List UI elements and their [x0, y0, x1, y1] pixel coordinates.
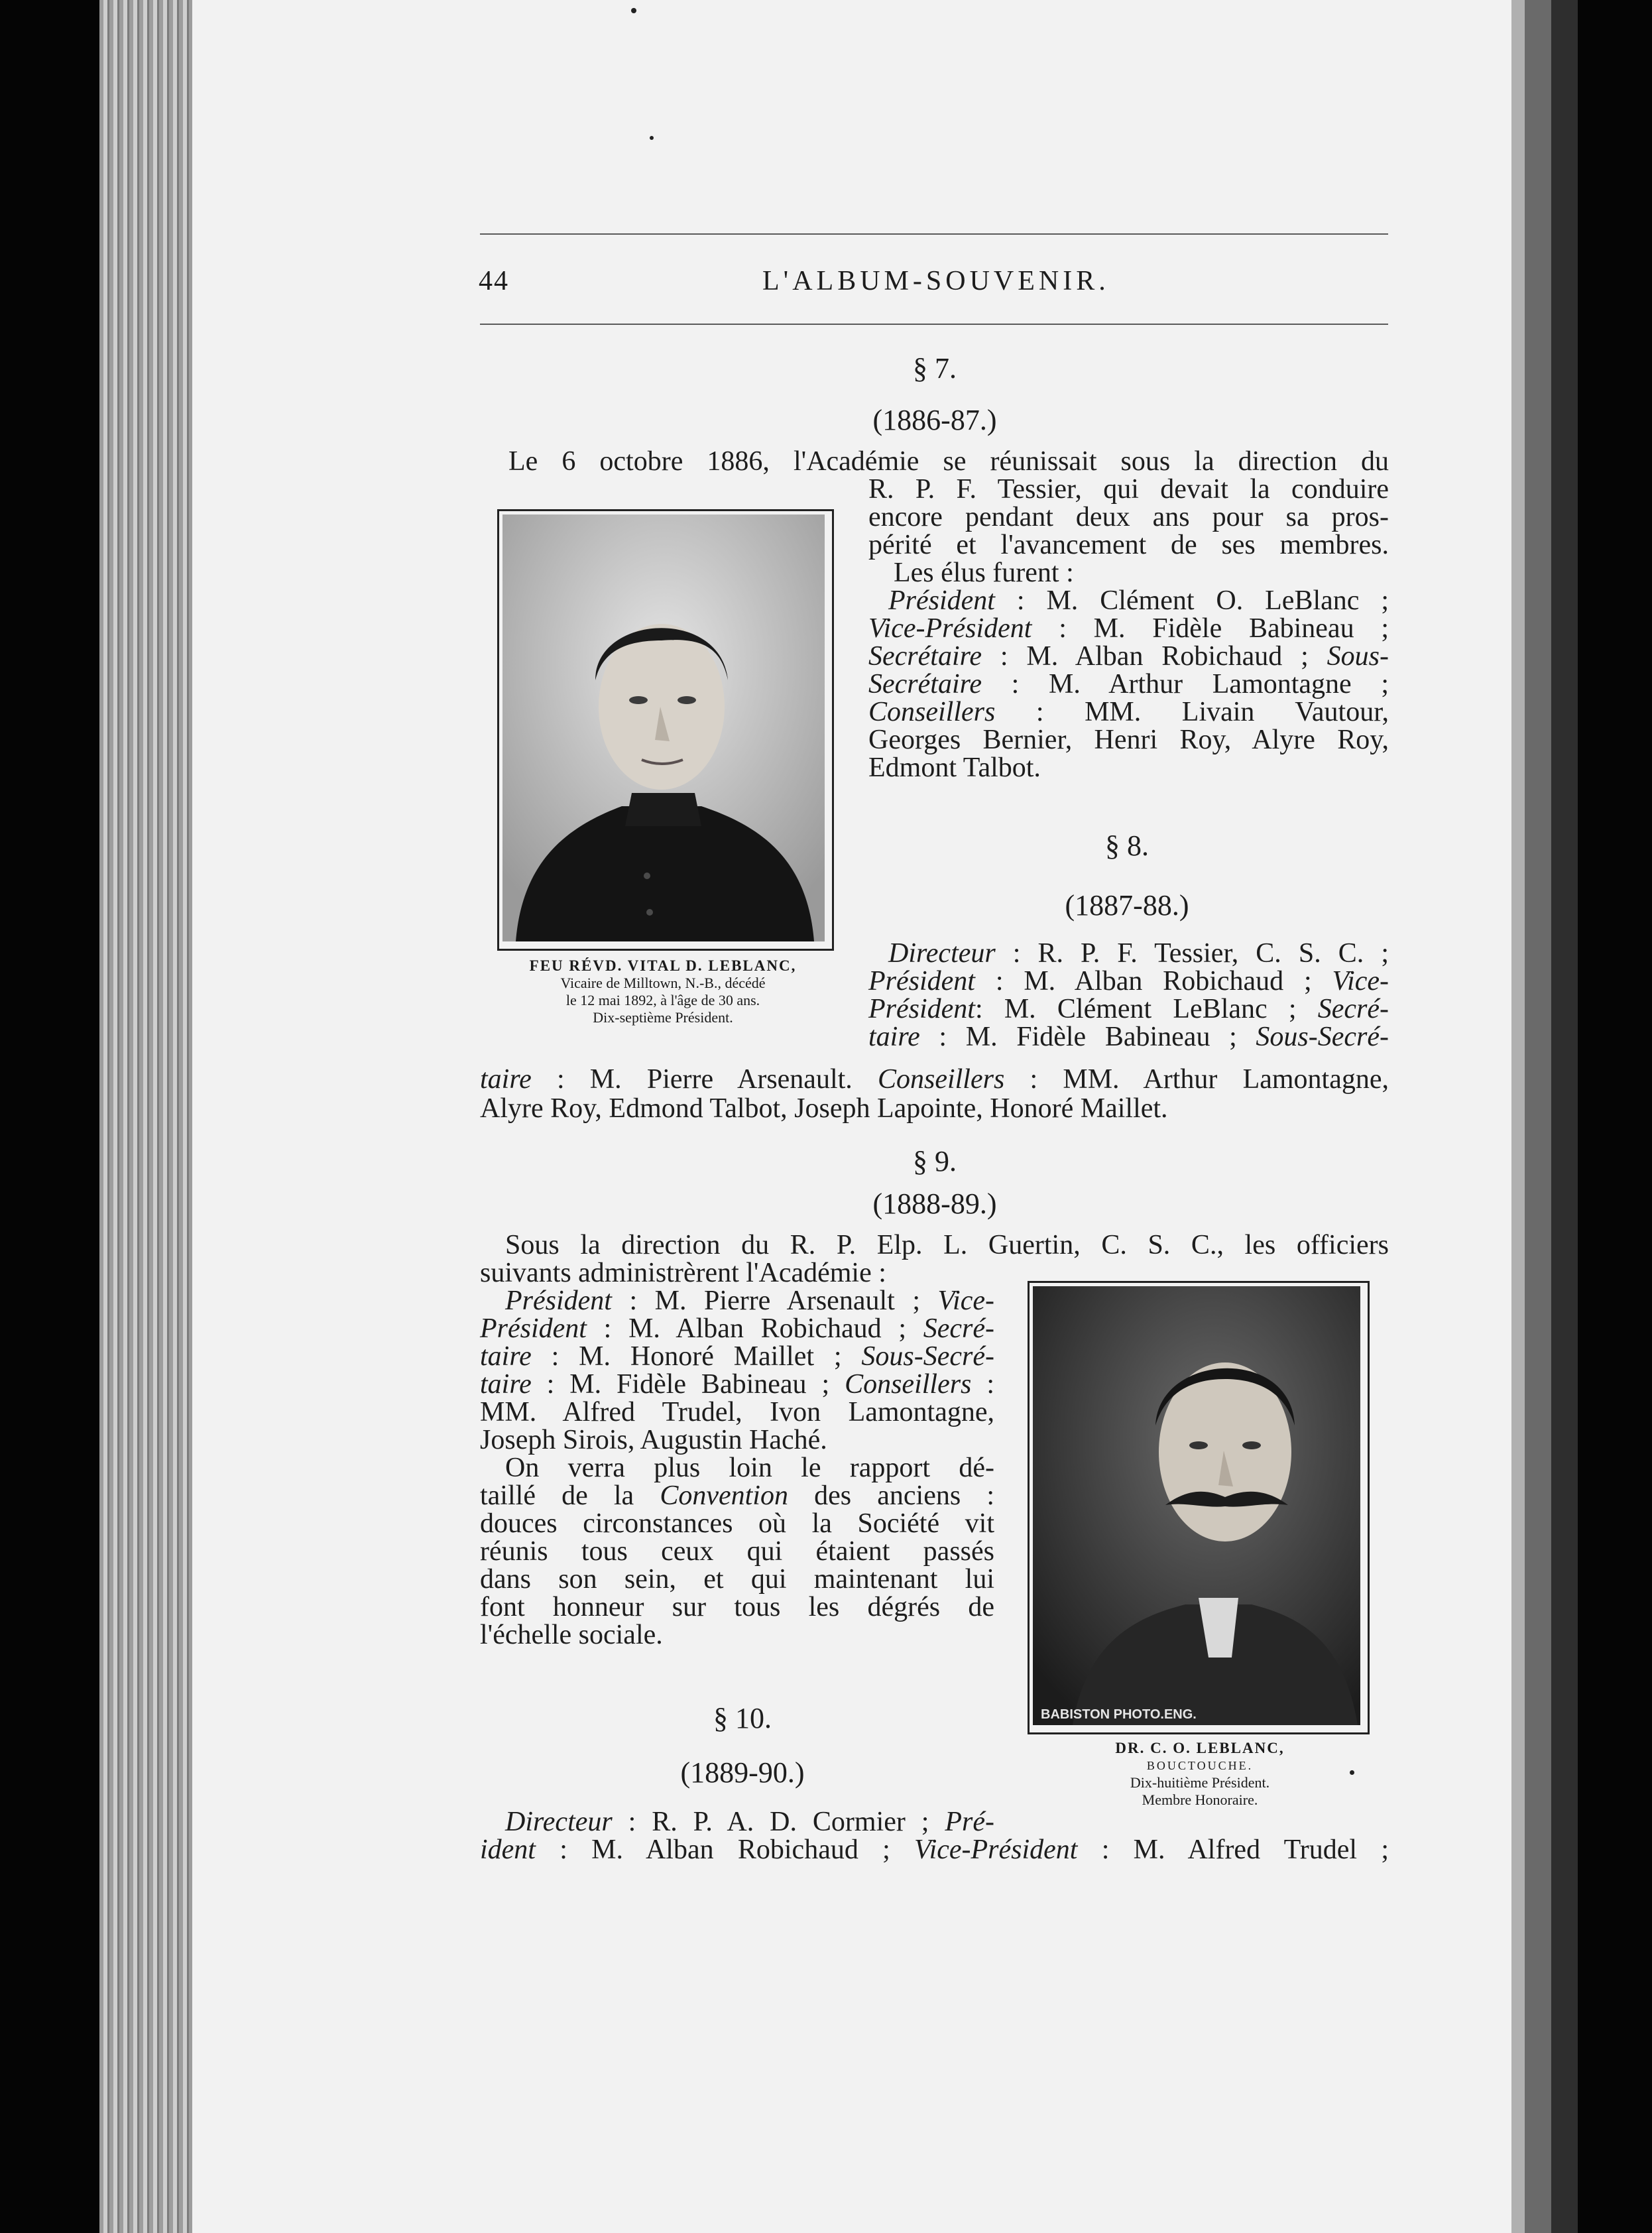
section-8-line: taire : M. Pierre Arsenault. Conseillers : MM. Arthur Lamontagne, [480, 1064, 1389, 1095]
portrait-image [1033, 1286, 1360, 1725]
caption-line: Dix-septième Président. [593, 1009, 733, 1026]
section-9-line: taillé de la Convention des anciens : [480, 1480, 994, 1511]
section-7-line: Vice-Président : M. Fidèle Babineau ; [868, 613, 1389, 644]
section-8-line: Président : M. Alban Robichaud ; Vice- [868, 966, 1389, 996]
caption-line: Membre Honoraire. [1142, 1791, 1258, 1808]
section-7-line: Secrétaire : M. Alban Robichaud ; Sous- [868, 641, 1389, 672]
section-7-years: (1886-87.) [872, 404, 997, 436]
section-8-line: Directeur : R. P. F. Tessier, C. S. C. ; [888, 938, 1389, 969]
section-9-line: Sous la direction du R. P. Elp. L. Guertin, C. S. C., les officiers [505, 1230, 1389, 1260]
caption-line: Vicaire de Milltown, N.-B., décédé [560, 975, 766, 991]
section-9-line: font honneur sur tous les dégrés de [480, 1592, 994, 1622]
section-8-mark: § 8. [1105, 829, 1149, 862]
engraver-mark: BABISTON PHOTO.ENG. [1041, 1707, 1197, 1722]
book-page-edges-right [1511, 0, 1652, 2233]
section-7-line: Conseillers : MM. Livain Vautour, [868, 697, 1389, 727]
book-page-edges-left [99, 0, 199, 2233]
section-9-line: Président : M. Alban Robichaud ; Secré- [480, 1313, 994, 1344]
scan-speck [631, 8, 636, 13]
section-9-line: Président : M. Pierre Arsenault ; Vice- [505, 1286, 994, 1316]
section-7-line: Edmont Talbot. [868, 753, 1041, 783]
section-7-line: Les élus furent : [894, 558, 1074, 588]
caption-line: BOUCTOUCHE. [1146, 1759, 1254, 1772]
section-9-line: Joseph Sirois, Augustin Haché. [480, 1425, 827, 1455]
section-9-line: dans son sein, et qui maintenant lui [480, 1564, 994, 1595]
section-8-line: Président: M. Clément LeBlanc ; Secré- [868, 994, 1389, 1024]
caption-name: DR. C. O. LEBLANC, [1115, 1740, 1285, 1756]
section-9-line: MM. Alfred Trudel, Ivon Lamontagne, [480, 1397, 994, 1427]
header-rule-top [480, 233, 1388, 235]
section-7-mark: § 7. [913, 352, 957, 385]
portrait-image [502, 514, 825, 941]
running-title: L'ALBUM-SOUVENIR. [762, 266, 1110, 296]
section-8-line: Alyre Roy, Edmond Talbot, Joseph Lapointe, Honoré Maillet. [480, 1093, 1168, 1124]
portrait-1-caption [477, 957, 849, 1026]
section-10-line: ident : M. Alban Robichaud ; Vice-Président : M. Alfred Trudel ; [480, 1835, 1389, 1865]
section-9-line: douces circonstances où la Société vit [480, 1508, 994, 1539]
section-10-mark: § 10. [713, 1702, 772, 1734]
caption-name: FEU RÉVD. VITAL D. LEBLANC, [529, 957, 797, 974]
portrait-photo-vital-leblanc [502, 514, 825, 941]
section-9-line: réunis tous ceux qui étaient passés [480, 1536, 994, 1567]
section-10-line: Directeur : R. P. A. D. Cormier ; Pré- [505, 1807, 994, 1837]
section-8-line: taire : M. Fidèle Babineau ; Sous-Secré- [868, 1022, 1389, 1052]
section-10-years: (1889-90.) [680, 1756, 805, 1789]
caption-line: Dix-huitième Président. [1130, 1774, 1270, 1791]
section-8-years: (1887-88.) [1065, 889, 1189, 922]
section-7-line: R. P. F. Tessier, qui devait la conduire [868, 474, 1389, 505]
section-7-line: Secrétaire : M. Arthur Lamontagne ; [868, 669, 1389, 699]
section-9-line: suivants administrèrent l'Académie : [480, 1258, 886, 1288]
section-7-line: Le 6 octobre 1886, l'Académie se réunissait sous la direction du [508, 446, 1389, 477]
section-9-years: (1888-89.) [872, 1187, 997, 1220]
section-9-line: taire : M. Fidèle Babineau ; Conseillers : [480, 1369, 994, 1400]
header-rule-bottom [480, 324, 1388, 325]
section-9-line: l'échelle sociale. [480, 1620, 663, 1650]
section-9-line: taire : M. Honoré Maillet ; Sous-Secré- [480, 1341, 994, 1372]
section-7-line: encore pendant deux ans pour sa pros- [868, 502, 1389, 532]
section-9-mark: § 9. [913, 1145, 957, 1177]
section-7-line: Georges Bernier, Henri Roy, Alyre Roy, [868, 725, 1389, 755]
scan-speck [650, 136, 654, 140]
caption-line: le 12 mai 1892, à l'âge de 30 ans. [565, 992, 760, 1008]
section-7-line: périté et l'avancement de ses membres. [868, 530, 1389, 560]
portrait-photo-co-leblanc [1033, 1286, 1360, 1725]
section-9-line: On verra plus loin le rapport dé- [505, 1453, 994, 1483]
section-7-line: Président : M. Clément O. LeBlanc ; [888, 585, 1389, 616]
page-number: 44 [479, 266, 509, 296]
portrait-2-caption [1021, 1740, 1379, 1809]
